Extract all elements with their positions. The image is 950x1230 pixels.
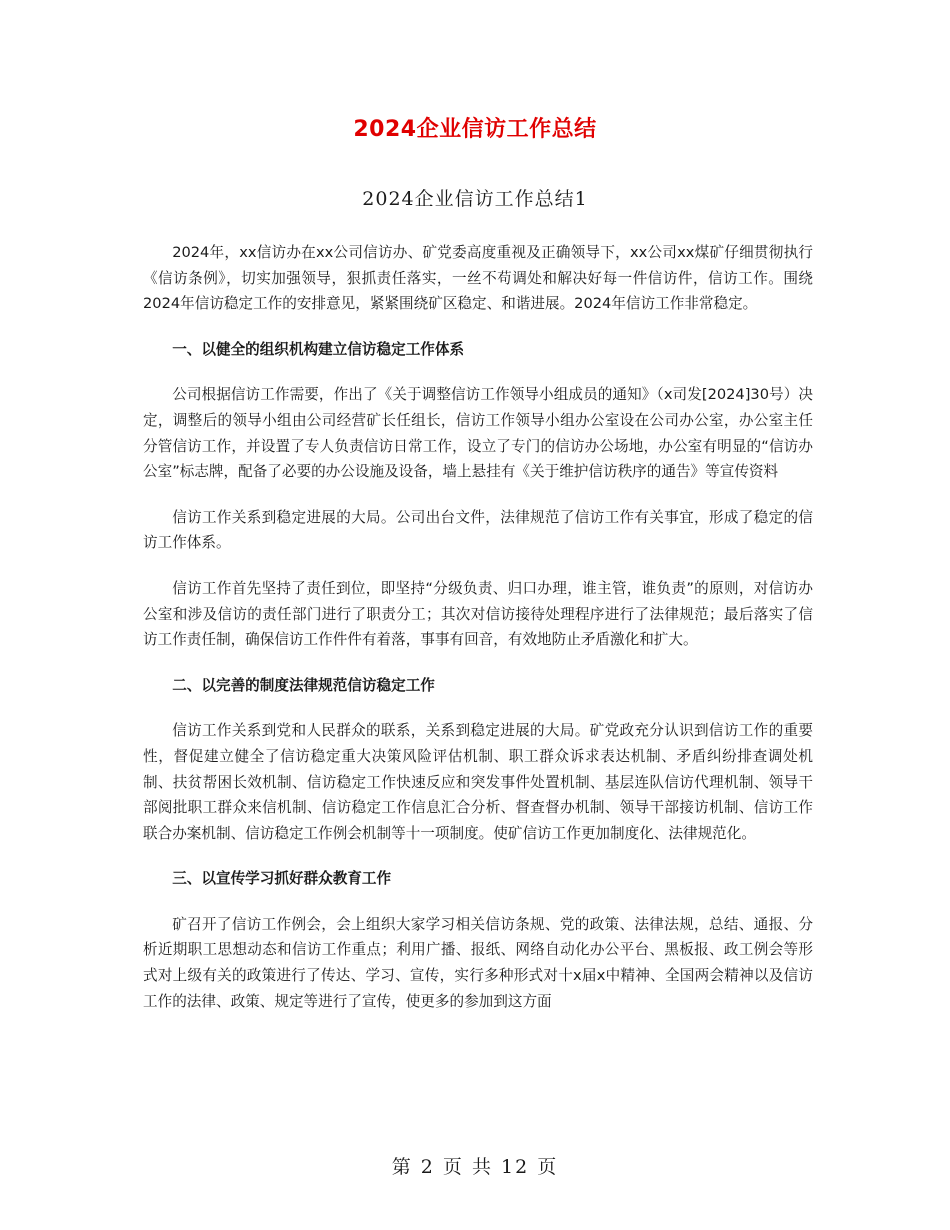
page-indicator: 第 2 页 共 12 页 [391,1156,559,1178]
document-title: 2024企业信访工作总结 [353,117,597,142]
document-body [143,240,813,1034]
paragraph-intro: 2024年，xx信访办在xx公司信访办、矿党委高度重视及正确领导下，xx公司xx煤矿仔细贯彻执行《信访条例》，切实加强领导，狠抓责任落实，一丝不苟调处和解决好每一件信访件，信访工作。围绕2024年信访稳定工作的安排意见，紧紧围绕矿区稳定、和谐进展。2024年信访工作非常稳定。 [143,244,813,313]
paragraph-organization: 公司根据信访工作需要，作出了《关于调整信访工作领导小组成员的通知》（x司发[2024]30号）决定，调整后的领导小组由公司经营矿长任组长，信访工作领导小组办公室设在公司办公室，办公室主任分管信访工作，并设置了专人负责信访日常工作，设立了专门的信访办公场地，办公室有明显的“信访办公室”标志牌，配备了必要的办公设施及设备，墙上悬挂有《关于维护信访秩序的通告》等宣传资料 [143,386,813,481]
section-heading-1: 一、以健全的组织机构建立信访稳定工作体系 [172,340,465,358]
section-heading-2: 二、以完善的制度法律规范信访稳定工作 [172,676,435,694]
section-heading-3: 三、以宣传学习抓好群众教育工作 [172,870,392,888]
paragraph-mechanisms: 信访工作关系到党和人民群众的联系，关系到稳定进展的大局。矿党政充分认识到信访工作的重要性，督促建立健全了信访稳定重大决策风险评估机制、职工群众诉求表达机制、矛盾纠纷排查调处机制、扶贫帮困长效机制、信访稳定工作快速反应和突发事件处置机制、基层连队信访代理机制、领导干部阅批职工群众来信机制、信访稳定工作信息汇合分析、督查督办机制、领导干部接访机制、信访工作联合办案机制、信访稳定工作例会机制等十一项制度。使矿信访工作更加制度化、法律规范化。 [143,722,813,842]
paragraph-responsibility: 信访工作首先坚持了责任到位，即坚持“分级负责、归口办理，谁主管，谁负责”的原则，对信访办公室和涉及信访的责任部门进行了职责分工；其次对信访接待处理程序进行了法律规范；最后落实了信访工作责任制，确保信访工作件件有着落，事事有回音，有效地防止矛盾激化和扩大。 [143,579,813,649]
paragraph-publicity: 矿召开了信访工作例会，会上组织大家学习相关信访条规、党的政策、法律法规，总结、通报、分析近期职工思想动态和信访工作重点；利用广播、报纸、网络自动化办公平台、黑板报、政工例会等形式对上级有关的政策进行了传达、学习、宣传，实行多种形式对十x届x中精神、全国两会精神以及信访工作的法律、政策、规定等进行了宣传，使更多的参加到这方面 [143,915,813,1010]
document-subtitle: 2024企业信访工作总结1 [362,188,588,210]
paragraph-stability: 信访工作关系到稳定进展的大局。公司出台文件，法律规范了信访工作有关事宜，形成了稳定的信访工作体系。 [143,508,813,552]
